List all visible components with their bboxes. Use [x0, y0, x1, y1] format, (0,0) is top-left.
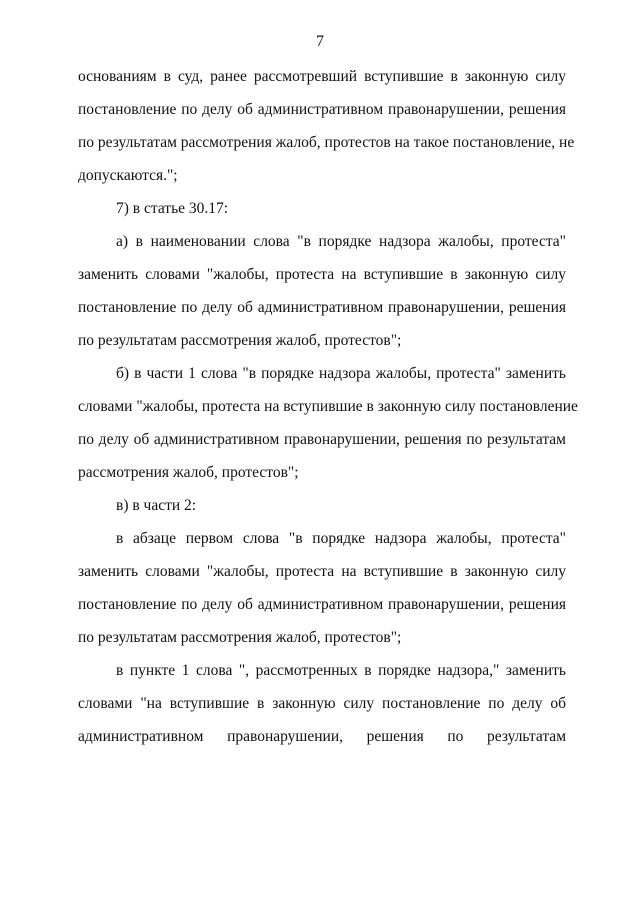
text-line: постановление по делу об административном правонарушении, решения — [78, 101, 566, 118]
text-line: постановление по делу об административном правонарушении, решения — [78, 596, 566, 613]
text-line: по результатам рассмотрения жалоб, протестов"; — [78, 332, 402, 349]
document-body — [78, 60, 578, 753]
text-line: в абзаце первом слова "в порядке надзора жалобы, протеста" — [116, 530, 566, 547]
text-line: в пункте 1 слова ", рассмотренных в порядке надзора," заменить — [116, 662, 566, 679]
text-line: 7) в статье 30.17: — [116, 200, 229, 217]
text-line: административном правонарушении, решения по результатам — [78, 728, 566, 745]
text-line: по результатам рассмотрения жалоб, протестов на такое постановление, не — [78, 134, 575, 151]
text-line: б) в части 1 слова "в порядке надзора жалобы, протеста" заменить — [116, 365, 566, 382]
text-line: в) в части 2: — [116, 497, 197, 514]
text-line: допускаются."; — [78, 167, 178, 184]
text-line: заменить словами "жалобы, протеста на вступившие в законную силу — [78, 563, 566, 580]
text-line: по результатам рассмотрения жалоб, протестов"; — [78, 629, 402, 646]
text-line: а) в наименовании слова "в порядке надзора жалобы, протеста" — [116, 233, 566, 250]
text-line: словами "жалобы, протеста на вступившие в законную силу постановление — [78, 398, 578, 415]
text-line: постановление по делу об административном правонарушении, решения — [78, 299, 566, 316]
text-line: рассмотрения жалоб, протестов"; — [78, 464, 299, 481]
text-line: основаниям в суд, ранее рассмотревший вступившие в законную силу — [78, 68, 566, 85]
text-line: по делу об административном правонарушении, решения по результатам — [78, 431, 566, 448]
text-line: словами "на вступившие в законную силу постановление по делу об — [78, 695, 566, 712]
text-line: заменить словами "жалобы, протеста на вступившие в законную силу — [78, 266, 566, 283]
page-number: 7 — [316, 33, 324, 50]
